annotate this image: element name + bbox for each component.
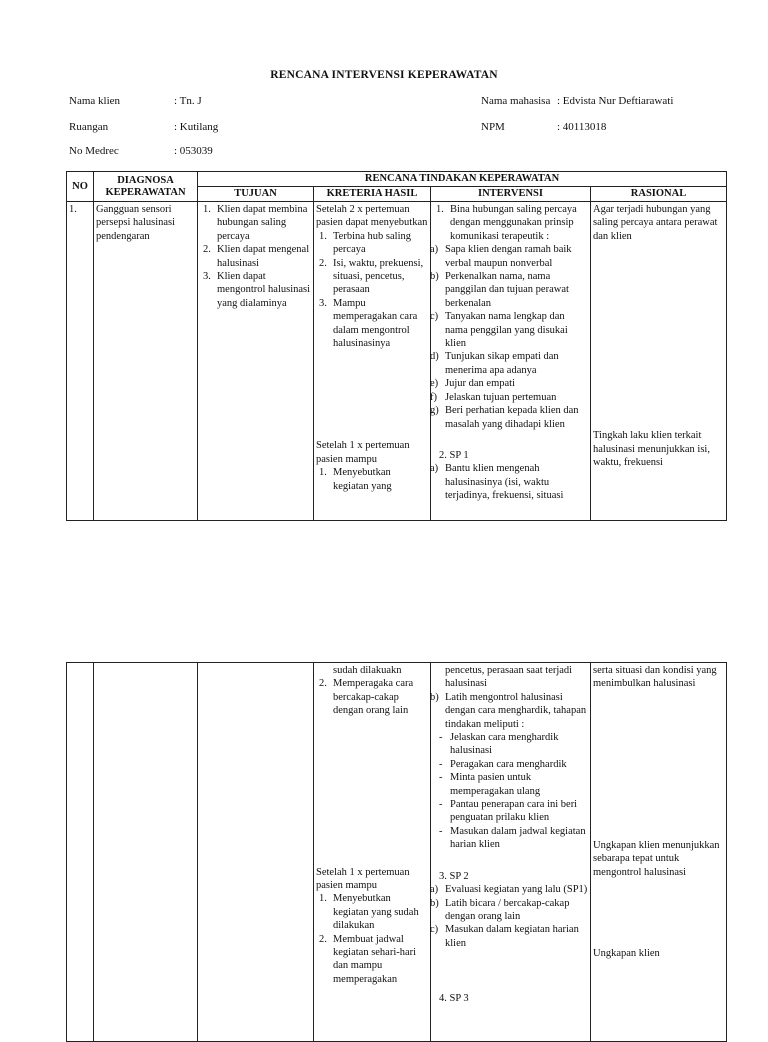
intervention-sublist (430, 883, 588, 950)
header-no: NO (67, 172, 94, 202)
list-item: 2. Membuat jadwal kegiatan sehari-hari dan mampu memperagakan (319, 933, 417, 985)
care-plan-table-page1 (66, 171, 727, 521)
criteria-continued: sudah dilakuakn (333, 665, 402, 676)
list-item: - Pantau penerapan cara ini beri penguatan prilaku klien (439, 799, 578, 824)
list-item: 2. Klien dapat mengenal halusinasi (203, 244, 310, 269)
intervention-heading: 4. SP 3 (439, 993, 469, 1005)
list-item: - Minta pasien untuk memperagakan ulang (439, 772, 541, 797)
row-number (67, 663, 94, 1042)
student-name-value: : Edvista Nur Deftiarawati (557, 95, 674, 107)
intervention-sublist (430, 462, 588, 502)
rationale-text: serta situasi dan kondisi yang menimbulkan halusinasi (593, 665, 717, 690)
intervention-heading: 3. SP 2 (439, 870, 469, 882)
criteria-list (316, 466, 428, 493)
list-item: e) Jujur dan empati (430, 378, 515, 390)
page-title: RENCANA INTERVENSI KEPERAWATAN (270, 69, 498, 81)
list-item: d) Tunjukan sikap empati dan menerima apa adanya (430, 351, 559, 376)
intervention-cell (431, 202, 591, 521)
rationale-text: Ungkapan klien menunjukkan sebarapa tepat untuk mengontrol halusinasi (593, 839, 720, 878)
criteria-list (316, 230, 428, 351)
criteria-cell (314, 663, 431, 1042)
criteria-intro: Setelah 1 x pertemuan pasien mampu (316, 440, 410, 465)
header-intervensi: INTERVENSI (431, 187, 591, 202)
goals-cell (198, 202, 314, 521)
list-item: b) Latih bicara / bercakap-cakap dengan orang lain (430, 897, 570, 922)
room-label: Ruangan (69, 121, 109, 133)
criteria-cell (314, 202, 431, 521)
intervention-steps (433, 731, 588, 852)
list-item: a) Bantu klien mengenah halusinasinya (isi, waktu terjadinya, frekuensi, situasi (430, 463, 564, 502)
criteria-list (316, 892, 428, 986)
rationale-cell (591, 202, 727, 521)
intervention-heading: 2. SP 1 (439, 449, 469, 461)
patient-name-label: Nama klien (69, 95, 121, 107)
list-item: 2. Memperagaka cara bercakap-cakap dengan orang lain (319, 678, 414, 717)
list-item: b) Latih mengontrol halusinasi dengan cara menghardik, tahapan tindakan meliputi : (430, 691, 587, 730)
diagnosis-cell: Gangguan sensori persepsi halusinasi pendengaran (94, 202, 198, 521)
intervention-list (433, 203, 588, 243)
list-item: 1. Klien dapat membina hubungan saling percaya (203, 204, 308, 242)
list-item: - Masukan dalam jadwal kegiatan harian klien (439, 825, 586, 851)
list-item: 2. Isi, waktu, prekuensi, situasi, pencetus, perasaan (319, 257, 424, 296)
list-item: 3. Klien dapat mengontrol halusinasi yang dialaminya (203, 271, 311, 309)
rationale-text: Ungkapan klien (593, 948, 660, 960)
header-tujuan: TUJUAN (198, 187, 314, 202)
room-value: : Kutilang (174, 121, 219, 133)
criteria-list (316, 677, 428, 717)
list-item: c) Tanyakan nama lengkap dan nama penggilan yang disukai klien (430, 311, 568, 350)
rationale-text: Agar terjadi hubungan yang saling percaya antara perawat dan klien (593, 204, 718, 242)
intervention-continued: pencetus, perasaan saat terjadi halusinasi (445, 665, 573, 690)
list-item: 1. Menyebutkan kegiatan yang sudah dilakukan (319, 893, 419, 932)
list-item: 3. Mampu memperagakan cara dalam mengontrol halusinasinya (319, 297, 418, 350)
criteria-intro: Setelah 2 x pertemuan pasien dapat menyebutkan (316, 204, 428, 229)
diagnosis-cell (94, 663, 198, 1042)
criteria-intro: Setelah 1 x pertemuan pasien mampu (316, 866, 410, 892)
intervention-sublist (430, 691, 588, 731)
intervention-sublist (430, 243, 588, 431)
header-kriteria: KRETERIA HASIL (314, 187, 431, 202)
list-item: c) Masukan dalam kegiatan harian klien (430, 924, 579, 949)
care-plan-table-page2 (66, 662, 727, 1042)
npm-label: NPM (481, 121, 505, 133)
list-item: 1. Menyebutkan kegiatan yang (319, 467, 392, 492)
list-item: - Jelaskan cara menghardik halusinasi (439, 732, 559, 757)
medrec-label: No Medrec (69, 145, 119, 157)
list-item: b) Perkenalkan nama, nama panggilan dan tujuan perawat berkenalan (430, 271, 569, 309)
table-row (67, 663, 727, 1042)
header-rencana: RENCANA TINDAKAN KEPERAWATAN (198, 172, 727, 187)
header-rasional: RASIONAL (591, 187, 727, 202)
goals-list (200, 203, 311, 310)
header-diagnosa: DIAGNOSA KEPERAWATAN (94, 172, 198, 202)
list-item: - Peragakan cara menghardik (439, 758, 567, 770)
list-item: a) Sapa klien dengan ramah baik verbal maupun nonverbal (430, 244, 572, 269)
list-item: a) Evaluasi kegiatan yang lalu (SP1) (430, 884, 588, 896)
table-row (67, 202, 727, 521)
rationale-text: Tingkah laku klien terkait halusinasi menunjukkan isi, waktu, frekuensi (593, 430, 710, 469)
list-item: 1. Bina hubungan saling percaya dengan menggunakan prinsip komunikasi terapeutik : (436, 204, 577, 242)
intervention-cell (431, 663, 591, 1042)
row-number: 1. (67, 202, 94, 521)
rationale-cell (591, 663, 727, 1042)
medrec-value: : 053039 (174, 145, 213, 157)
patient-name-value: : Tn. J (174, 95, 202, 107)
goals-cell (198, 663, 314, 1042)
list-item: 1. Terbina hub saling percaya (319, 230, 411, 256)
student-name-label: Nama mahasisa (481, 95, 551, 107)
npm-value: : 40113018 (557, 121, 607, 133)
list-item: g) Beri perhatian kepada klien dan masalah yang dihadapi klien (430, 405, 579, 430)
list-item: f) Jelaskan tujuan pertemuan (430, 391, 557, 403)
